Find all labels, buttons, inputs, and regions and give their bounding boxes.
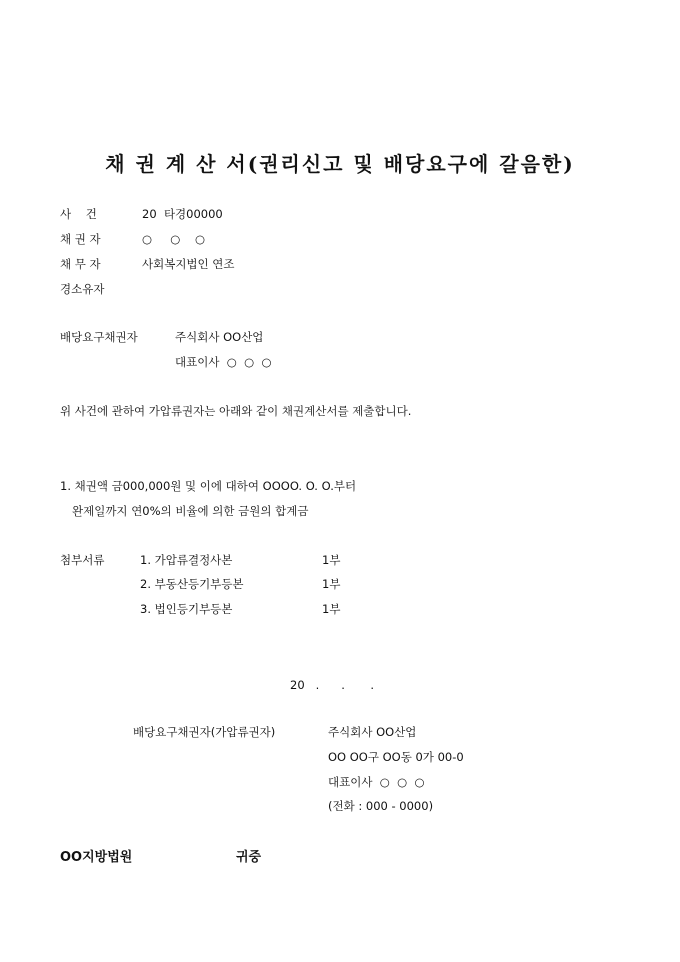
signature-address: OO OO구 OO동 0가 00-0	[328, 750, 464, 764]
claimant-representative: 대표이사 ○ ○ ○	[175, 355, 272, 369]
attachment-item-name: 2. 부동산등기부등본	[140, 577, 244, 591]
attachment-item-name: 1. 가압류결정사본	[140, 553, 233, 567]
attachment-item-count: 1부	[322, 577, 341, 591]
document-title: 채 권 계 산 서(권리신고 및 배당요구에 갈음한)	[105, 152, 575, 176]
signature-label: 배당요구채권자(가압류권자)	[133, 725, 276, 739]
debtor-label: 채 무 자	[60, 257, 101, 271]
creditor-value: ○ ○ ○	[142, 232, 206, 246]
claimant-company: 주식회사 OO산업	[175, 330, 264, 344]
attachment-item-count: 1부	[322, 553, 341, 567]
claim-line-2: 완제일까지 연0%의 비율에 의한 금원의 합계금	[72, 504, 309, 518]
signature-representative: 대표이사 ○ ○ ○	[328, 775, 425, 789]
claimant-label: 배당요구채권자	[60, 330, 138, 344]
honorific: 귀중	[236, 850, 262, 865]
attachment-item-count: 1부	[322, 602, 341, 616]
owner-label: 경소유자	[60, 282, 105, 296]
attachment-item-name: 3. 법인등기부등본	[140, 602, 233, 616]
signature-company: 주식회사 OO산업	[328, 725, 417, 739]
attachments-label: 첨부서류	[60, 553, 105, 567]
debtor-value: 사회복지법인 연조	[142, 257, 235, 271]
statement-text: 위 사건에 관하여 가압류권자는 아래와 같이 채권계산서를 제출합니다.	[60, 404, 412, 418]
case-label: 사 건	[60, 207, 97, 221]
signature-phone: (전화 : 000 - 0000)	[328, 799, 434, 813]
claim-line-1: 1. 채권액 금000,000원 및 이에 대하여 OOOO. O. O.부터	[60, 479, 357, 493]
creditor-label: 채 권 자	[60, 232, 101, 246]
court-name: OO지방법원	[60, 850, 133, 865]
case-number: 20 타경00000	[142, 207, 223, 221]
submission-date: 20 . . .	[290, 678, 375, 692]
